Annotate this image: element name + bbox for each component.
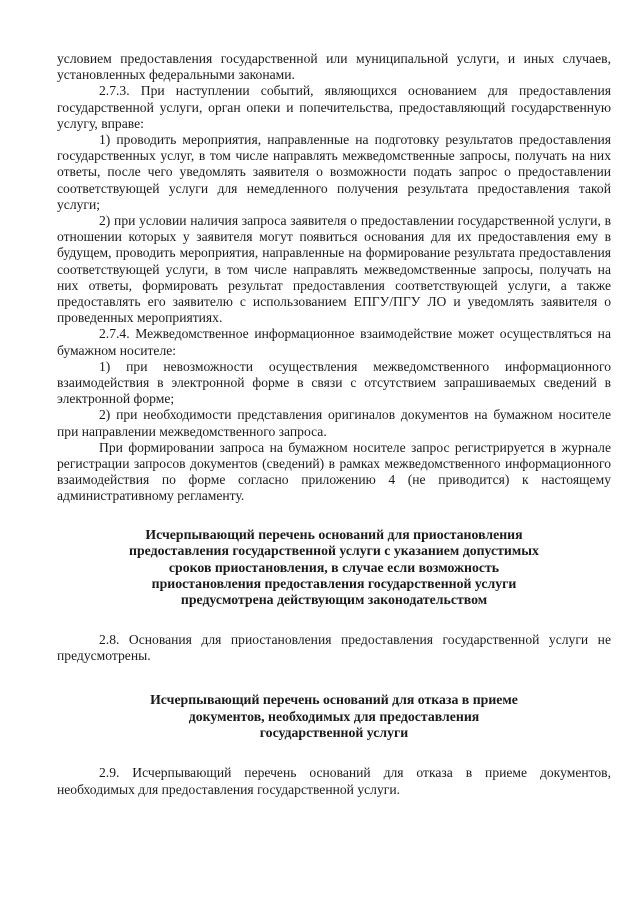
document-body	[57, 51, 611, 798]
heading-line: приостановления предоставления государственной услуги	[151, 575, 517, 591]
paragraph-2-8: 2.8. Основания для приостановления предоставления государственной услуги не предусмотрены.	[57, 631, 611, 663]
paragraph-continuation: условием предоставления государственной или муниципальной услуги, и иных случаев, установленных федеральными законами.	[57, 51, 611, 83]
section-heading-suspension	[57, 527, 611, 609]
heading-line: Исчерпывающий перечень оснований для приостановления	[145, 526, 523, 542]
paragraph-2-7-4: 2.7.4. Межведомственное информационное взаимодействие может осуществляться на бумажном носителе:	[57, 326, 611, 358]
paragraph-2-7-3-item-1: 1) проводить мероприятия, направленные на подготовку результатов предоставления государственных услуг, в том числе направлять межведомственные запросы, получать на них ответы, после чего уведомлять заявителя о возможности подать запрос о предоставлении соответствующей услуги для немедленного получения результата предоставления такой услуги;	[57, 132, 611, 212]
heading-line: документов, необходимых для предоставления	[188, 708, 480, 724]
heading-line: предусмотрена действующим законодательством	[180, 592, 488, 608]
paragraph-2-7-4-item-2: 2) при необходимости представления оригиналов документов на бумажном носителе при направлении межведомственного запроса.	[57, 407, 611, 439]
heading-line: Исчерпывающий перечень оснований для отказа в приеме	[150, 692, 518, 708]
heading-line: предоставления государственной услуги с указанием допустимых	[129, 543, 539, 559]
paragraph-2-7-4-item-1: 1) при невозможности осуществления межведомственного информационного взаимодействия в электронной форме в связи с отсутствием запрашиваемых сведений в электронной форме;	[57, 358, 611, 407]
paragraph-2-9: 2.9. Исчерпывающий перечень оснований для отказа в приеме документов, необходимых для предоставления государственной услуги.	[57, 765, 611, 797]
paragraph-2-7-3: 2.7.3. При наступлении событий, являющихся основанием для предоставления государственной услуги, орган опеки и попечительства, предоставляющий государственную услугу, вправе:	[57, 83, 611, 131]
section-heading-refusal	[57, 692, 611, 741]
heading-line: сроков приостановления, в случае если возможность	[168, 559, 500, 575]
paragraph-2-7-3-item-2: 2) при условии наличия запроса заявителя о предоставлении государственной услуги, в отношении которых у заявителя могут появиться основания для их предоставления ему в будущем, проводить мероприятия, направленные на формирование результата предоставления соответствующей услуги, в том числе направлять межведомственные запросы, получать на них ответы, формировать результат предоставления соответствующей услуги, а также предоставлять его заявителю с использованием ЕПГУ/ПГУ ЛО и уведомлять заявителя о проведенных мероприятиях.	[57, 213, 611, 326]
paragraph-request-registration: При формировании запроса на бумажном носителе запрос регистрируется в журнале регистрации запросов документов (сведений) в рамках межведомственного информационного взаимодействия по форме согласно приложению 4 (не приводится) к настоящему административному регламенту.	[57, 439, 611, 504]
heading-line: государственной услуги	[259, 724, 409, 740]
